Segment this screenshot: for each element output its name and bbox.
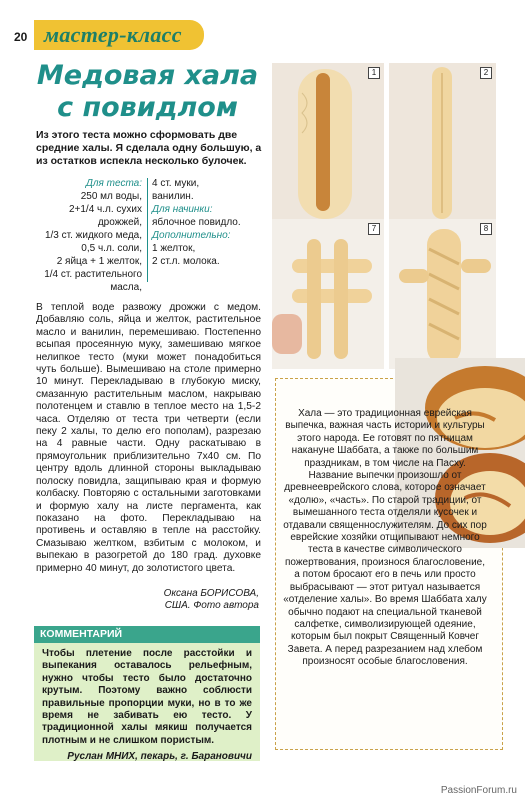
ingredient-item: ванилин. [152,191,194,202]
section-label: мастер-класс [34,20,204,50]
article-subtitle: с повидлом [57,92,238,123]
photo-number: 1 [368,67,380,79]
dough-roll-illustration [389,63,496,221]
ingredients-left-column [36,177,142,294]
ingredient-item: масла, [110,282,142,293]
author-credit [36,588,259,613]
filling-heading: Для начинки: [152,204,213,215]
braided-challah-illustration [389,219,496,369]
recipe-body: В теплой воде развожу дрожжи с медом. Добавляю соль, яйца и желток, растительное масло и ванилин, перемешиваю. Постепенно всыпая просеянную муку, замешиваю мягкое нелипкое тесто (муки может понадобиться чуть больше). Вымешиваю на столе примерно 10 минут. Перекладываю в глубокую миску, смазанную растительным маслом, накрываю полотенцем и ставлю в теплое место на 1,5-2 часа. Отделяю от теста три четверти (если пеку 2 халы, то делю его пополам), разрезаю на 4 равные части. Одну раскатываю в прямоугольник приблизительно 7х40 см. По центру вдоль длинной стороны выкладываю полоску повидла, защипываю края и формую колбаску. Повторяю с остальными заготовками и формую халу на листе пергамента, как показано на фото. Перекладываю на противень и оставляю в тепле на расстойку. Смазываю желтком, взбитым с молоком, и выпекаю в разогретой до 180 град. духовке примерно 40 минут, до золотистого цвета. [36,302,261,574]
ingredient-item: 2+1/4 ч.л. сухих [68,204,142,215]
ingredient-item: 1 желток, [152,243,196,254]
braiding-illustration [272,219,384,369]
footer-watermark: PassionForum.ru [440,785,517,796]
comment-text: Чтобы плетение после расстойки и выпекания оставалось рельефным, нужно чтобы тесто было достаточно крутым. Поэтому важно соблюсти правильные пропорции муки, но в то же время не забивать ею тесто. У традиционной халы мякиш получается плотным и не слишком пористым. [42,648,252,746]
comment-signature: Руслан МНИХ, пекарь, г. Барановичи [67,751,252,763]
author-location: США. Фото автора [164,600,259,612]
comment-heading: КОММЕНТАРИЙ [34,626,260,643]
step-photo-7 [272,219,384,369]
ingredient-item: 1/3 ст. жидкого меда, [44,230,142,241]
comment-box [34,643,260,761]
author-name: Оксана БОРИСОВА, [163,588,259,599]
ingredient-item: 0,5 ч.л. соли, [81,243,142,254]
dough-strip-illustration [272,63,384,221]
dough-heading: Для теста: [85,178,142,189]
photo-number: 2 [480,67,492,79]
challah-info-text: Хала — это традиционная еврейская выпечка, важная часть истории и культуры этого народа. Ее готовят по пятницам накануне Шаббата, а также по большим праздникам, в том числе на Пасху. Название выпечки произошло от древнееврейского слова, которое означает «долю», «часть». По старой традиции, от вымешанного теста отделяли кусочек и отдавали священнослужителям. До сих пор еврейские хозяйки отщипывают немного теста в качестве символического пожертвования, произнося благословение, а потом бросают его в печь или просто выбрасывают — этот ритуал называется «отделение халы». Во время Шаббата халу обычно подают на специальной тканевой салфетке, символизирующей одеяние, которым был покрыт Священный Ковчег Завета. А перед разрезанием над хлебом произносят особые благословения. [283,408,487,668]
ingredient-item: 2 яйца + 1 желток, [56,256,142,267]
ingredient-item: 2 ст.л. молока. [152,256,220,267]
step-photo-8 [389,219,496,369]
step-photo-1 [272,63,384,221]
extra-heading: Дополнительно: [152,230,231,241]
step-photo-2 [389,63,496,221]
ingredients-right-column [152,177,272,268]
ingredient-item: 1/4 ст. растительного [44,269,142,280]
ingredients-divider [147,178,148,282]
photo-number: 8 [480,223,492,235]
ingredient-item: дрожжей, [97,217,142,228]
ingredient-item: 4 ст. муки, [152,178,200,189]
article-title: Медовая хала [36,60,259,91]
intro-text: Из этого теста можно сформовать две средние халы. Я сделала одну большую, а из остатков испекла несколько булочек. [36,129,262,167]
ingredient-item: яблочное повидло. [152,217,241,228]
page-number: 20 [14,30,28,44]
ingredient-item: 250 мл воды, [80,191,142,202]
photo-number: 7 [368,223,380,235]
